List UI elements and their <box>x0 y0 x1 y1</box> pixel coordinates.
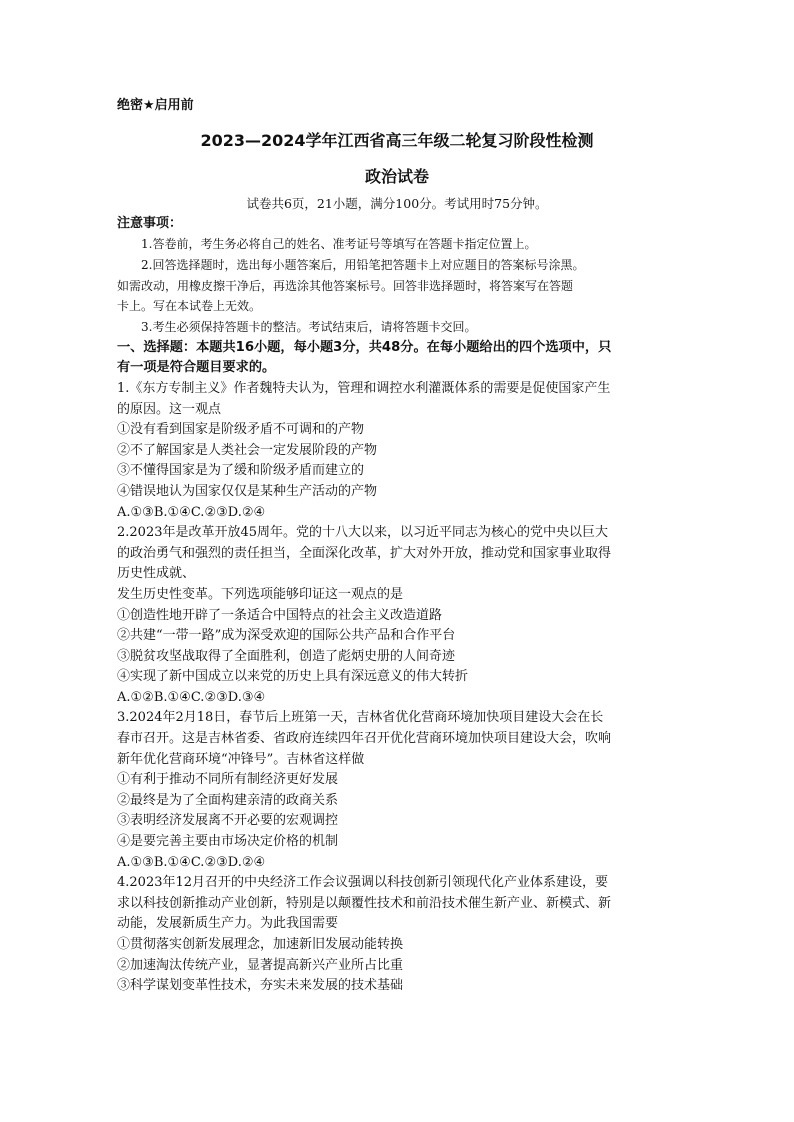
question-stem-line: 求以科技创新推动产业创新，特别是以颠覆性技术和前沿技术催生新产业、新模式、新 <box>117 895 612 911</box>
notice-item-1: 1.答卷前，考生务必将自己的姓名、准考证号等填写在答题卡指定位置上。 <box>141 237 537 251</box>
question-stem-line: 春市召开。这是吉林省委、省政府连续四年召开优化营商环境加快项目建设大会，吹响 <box>117 731 612 747</box>
question-option: ②最终是为了全面构建亲清的政商关系 <box>117 792 339 808</box>
question-option: ①有利于推动不同所有制经济更好发展 <box>117 772 339 788</box>
question-stem-line: 动能，发展新质生产力。为此我国需要 <box>117 916 339 932</box>
exam-info: 试卷共6页，21小题，满分100分。考试用时75分钟。 <box>246 196 548 211</box>
question-option: ④错误地认为国家仅仅是某种生产活动的产物 <box>117 483 378 499</box>
question-option: ①创造性地开辟了一条适合中国特点的社会主义改造道路 <box>117 607 443 623</box>
question-stem-line: 的原因。这一观点 <box>117 401 222 417</box>
question-stem-line: 新年优化营商环境“冲锋号”。吉林省这样做 <box>117 751 365 767</box>
exam-page <box>117 96 677 997</box>
section-1-title-line-2: 有一项是符合题目要求的。 <box>117 360 276 376</box>
question-option: ③科学谋划变革性技术，夯实未来发展的技术基础 <box>117 978 404 994</box>
question-option: ①没有看到国家是阶级矛盾不可调和的产物 <box>117 422 365 438</box>
question-stem-line: 发生历史性变革。下列选项能够印证这一观点的是 <box>117 586 404 602</box>
secret-label: 绝密★启用前 <box>117 98 194 113</box>
question-choices: A.①③B.①④C.②③D.②④ <box>117 854 266 870</box>
notice-section <box>117 214 677 338</box>
question-option: ②共建“一带一路”成为深受欢迎的国际公共产品和合作平台 <box>117 628 456 644</box>
question-option: ④是要完善主要由市场决定价格的机制 <box>117 834 339 850</box>
question-3 <box>117 708 677 873</box>
section-1-heading <box>117 338 677 379</box>
question-4 <box>117 873 677 997</box>
question-option: ①贯彻落实创新发展理念，加速新旧发展动能转换 <box>117 937 404 953</box>
question-option: ③不懂得国家是为了缓和阶级矛盾而建立的 <box>117 463 365 479</box>
question-stem-line: 历史性成就、 <box>117 566 196 582</box>
notice-item-2-line-3: 卡上。写在本试卷上无效。 <box>117 299 262 314</box>
subject-title: 政治试卷 <box>364 167 429 186</box>
notice-title: 注意事项： <box>117 216 183 231</box>
notice-item-2-line-2: 如需改动，用橡皮擦干净后，再选涂其他答案标号。回答非选择题时，将答案写在答题 <box>117 278 574 293</box>
question-stem-line: 1.《东方专制主义》作者魏特夫认为，管理和调控水利灌溉体系的需要是促使国家产生 <box>117 380 611 396</box>
notice-item-3: 3.考生必须保持答题卡的整洁。考试结束后，请将答题卡交回。 <box>141 320 477 335</box>
question-option: ②不了解国家是人类社会一定发展阶段的产物 <box>117 442 378 458</box>
question-option: ③表明经济发展离不开必要的宏观调控 <box>117 813 339 829</box>
question-option: ③脱贫攻坚战取得了全面胜利，创造了彪炳史册的人间奇迹 <box>117 648 456 664</box>
question-stem-line: 的政治勇气和强烈的责任担当，全面深化改革，扩大对外开放，推动党和国家事业取得 <box>117 545 612 561</box>
question-option: ④实现了新中国成立以来党的历史上具有深远意义的伟大转折 <box>117 669 469 685</box>
question-stem-line: 3.2024年2月18日，春节后上班第一天，吉林省优化营商环境加快项目建设大会在长 <box>117 710 604 726</box>
question-2 <box>117 523 677 708</box>
question-choices: A.①②B.①④C.②③D.③④ <box>117 689 266 705</box>
notice-item-2-line-1: 2.回答选择题时，选出每小题答案后，用铅笔把答题卡上对应题目的答案标号涂黑。 <box>141 257 585 272</box>
exam-title: 2023—2024学年江西省高三年级二轮复习阶段性检测 <box>200 131 594 150</box>
question-stem-line: 4.2023年12月召开的中央经济工作会议强调以科技创新引领现代化产业体系建设，要 <box>117 875 609 891</box>
section-1-title-line-1: 一、选择题：本题共16小题，每小题3分，共48分。在每小题给出的四个选项中，只 <box>117 339 612 355</box>
question-option: ②加速淘汰传统产业，显著提高新兴产业所占比重 <box>117 957 404 973</box>
question-stem-line: 2.2023年是改革开放45周年。党的十八大以来，以习近平同志为核心的党中央以巨大 <box>117 525 609 541</box>
question-1 <box>117 379 677 523</box>
question-choices: A.①③B.①④C.②③D.②④ <box>117 504 266 520</box>
